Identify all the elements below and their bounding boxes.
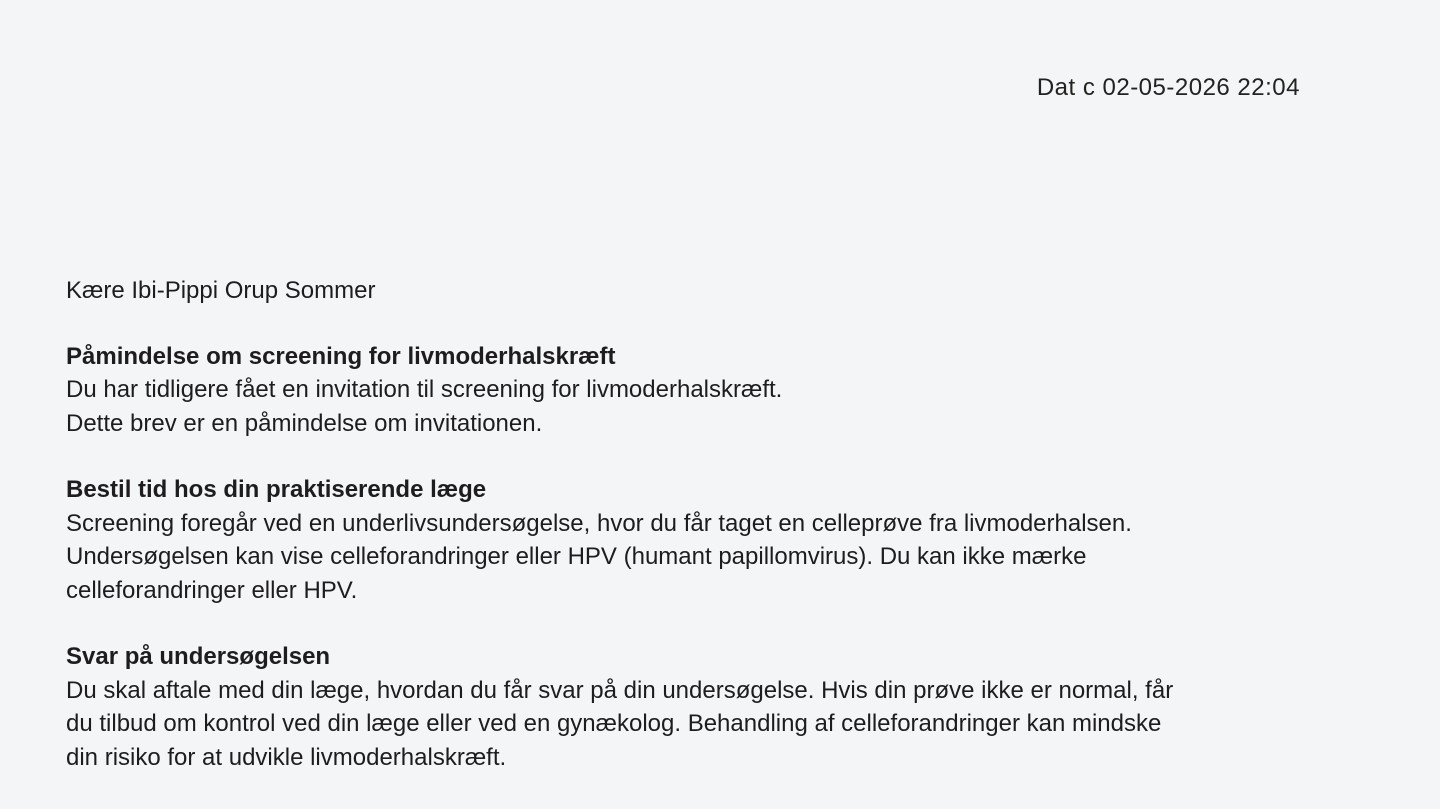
section-line: din risiko for at udvikle livmoderhalskræft. bbox=[66, 743, 507, 771]
letter-date: Dat c 02-05-2026 22:04 bbox=[1036, 74, 1300, 101]
section-line: du tilbud om kontrol ved din læge eller ved en gynækolog. Behandling af celleforandringer kan mindske bbox=[66, 710, 1162, 737]
section-heading: Påmindelse om screening for livmoderhalskræft bbox=[66, 342, 616, 370]
section-line: Du har tidligere fået en invitation til screening for livmoderhalskræft. bbox=[66, 376, 783, 403]
section-heading: Bestil tid hos din praktiserende læge bbox=[66, 476, 487, 503]
section-line: Screening foregår ved en underlivsundersøgelse, hvor du får taget en celleprøve fra livmoderhalsen. bbox=[66, 509, 1132, 537]
section-line: celleforandringer eller HPV. bbox=[66, 576, 358, 604]
section-heading: Svar på undersøgelsen bbox=[66, 643, 331, 670]
section-results bbox=[66, 640, 1316, 774]
section-line: Dette brev er en påmindelse om invitationen. bbox=[66, 409, 543, 437]
section-line: Undersøgelsen kan vise celleforandringer eller HPV (humant papillomvirus). Du kan ikke mærke bbox=[66, 543, 1087, 570]
section-line: Du skal aftale med din læge, hvordan du får svar på din undersøgelse. Hvis din prøve ikke er normal, får bbox=[66, 676, 1174, 704]
greeting: Kære Ibi-Pippi Orup Sommer bbox=[66, 277, 376, 304]
letter-body bbox=[66, 274, 1316, 807]
section-reminder bbox=[66, 340, 1316, 441]
section-book-appointment bbox=[66, 473, 1316, 607]
